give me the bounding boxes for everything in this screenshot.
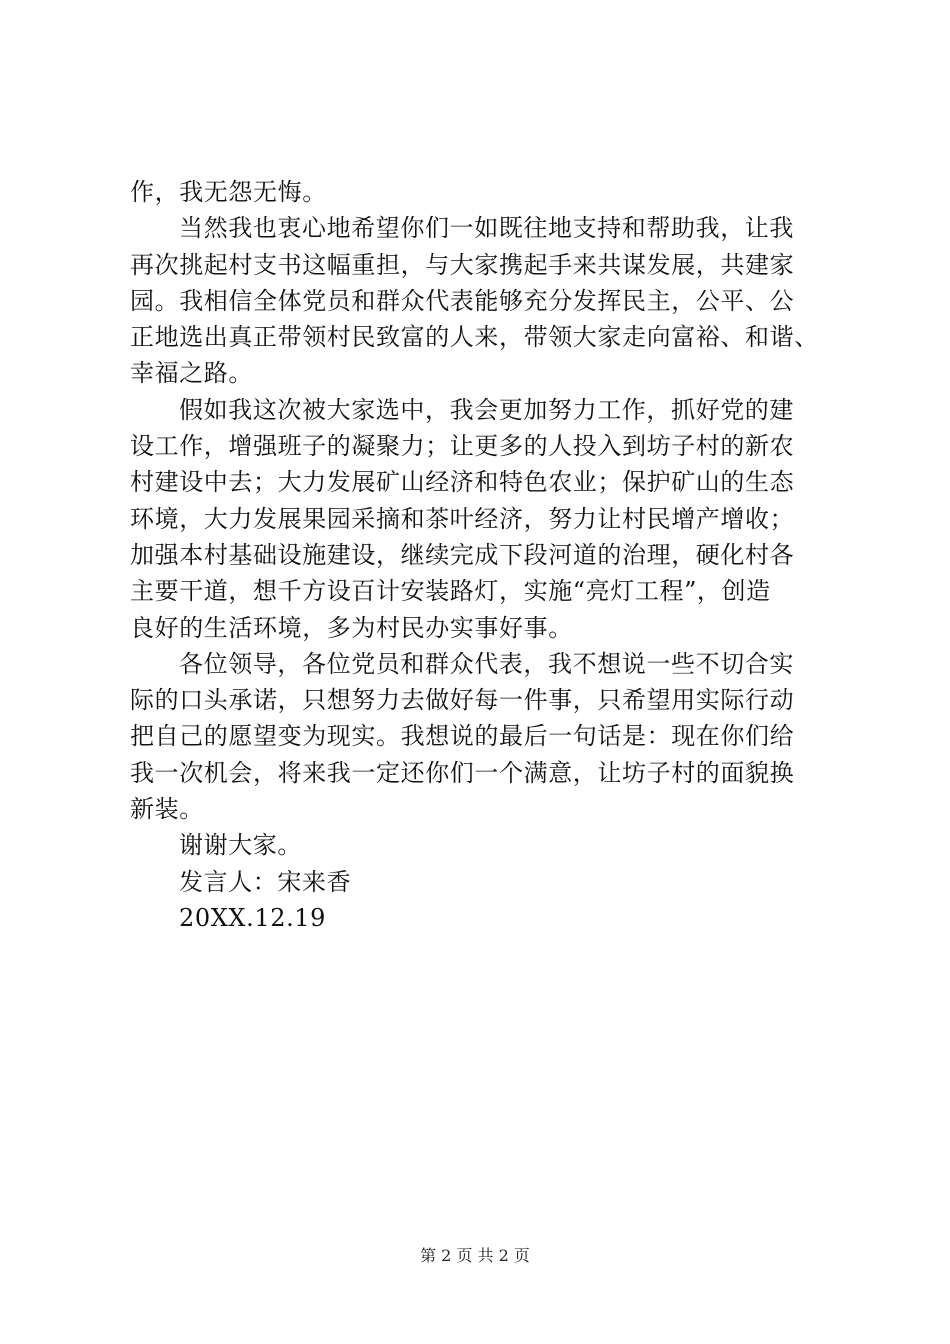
text-line: 作，我无怨无悔。 [130,178,327,206]
text-line: 各位领导，各位党员和群众代表，我不想说一些不切合实 [179,649,794,678]
text-line: 幸福之路。 [130,359,253,388]
text-line: 际的口头承诺，只想努力去做好每一件事，只希望用实际行动 [130,686,795,715]
text-line: 谢谢大家。 [179,831,302,860]
text-line: 良好的生活环境，多为村民办实事好事。 [130,613,573,642]
page-footer: 第 2 页 共 2 页 [420,1246,530,1265]
text-line: 当然我也衷心地希望你们一如既往地支持和帮助我，让我 [179,214,794,243]
text-line: 新装。 [130,795,204,824]
text-line: 加强本村基础设施建设，继续完成下段河道的治理，硬化村各 [130,540,795,569]
text-line: 主要干道，想千方设百计安装路灯，实施“亮灯工程”，创造 [130,577,771,606]
text-line: 把自己的愿望变为现实。我想说的最后一句话是：现在你们给 [130,722,795,751]
text-line: 设工作，增强班子的凝聚力；让更多的人投入到坊子村的新农 [130,432,795,461]
text-line: 假如我这次被大家选中，我会更加努力工作，抓好党的建 [179,395,794,424]
text-line: 园。我相信全体党员和群众代表能够充分发挥民主，公平、公 [130,286,795,315]
text-line: 20XX.12.19 [179,903,327,932]
text-line: 环境，大力发展果园采摘和茶叶经济，努力让村民增产增收； [130,504,795,533]
text-line: 发言人：宋来香 [179,867,352,896]
text-line: 村建设中去；大力发展矿山经济和特色农业；保护矿山的生态 [130,468,795,497]
text-line: 再次挑起村支书这幅重担，与大家携起手来共谋发展，共建家 [130,250,795,279]
speech-body [130,174,850,936]
text-line: 正地选出真正带领村民致富的人来，带领大家走向富裕、和谐、 [130,323,819,352]
text-line: 我一次机会，将来我一定还你们一个满意，让坊子村的面貌换 [130,758,795,787]
